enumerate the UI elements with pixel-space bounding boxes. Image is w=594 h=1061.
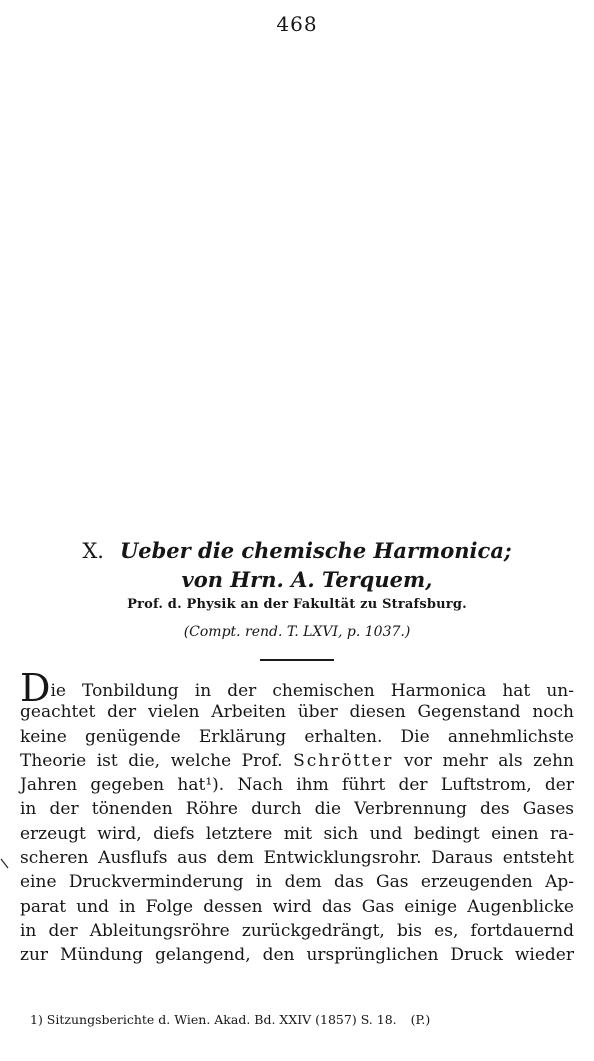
body-line-text: Theorie ist die, welche Prof.: [20, 750, 283, 771]
body-line: [20, 773, 574, 797]
body-line-text: . Nach ihm führt der Luftstrom, der: [218, 775, 574, 796]
body-line: erzeugt wird, diefs letztere mit sich und bedingt einen ra-: [20, 823, 574, 844]
drop-cap: D: [20, 666, 51, 710]
article-title: [0, 538, 594, 563]
body-line-text: Jahren gegeben hat: [20, 775, 206, 796]
section-divider: [260, 659, 334, 661]
article-title-text: Ueber die chemische Harmonica;: [119, 538, 512, 563]
body-line: eine Druckverminderung in dem das Gas erzeugenden Ap-: [20, 872, 574, 893]
author-affiliation: Prof. d. Physik an der Fakultät zu Strafsburg.: [127, 597, 467, 612]
body-line-text: vor mehr als zehn: [403, 750, 574, 771]
page-number: 468: [276, 12, 318, 36]
footnote-reference[interactable]: ¹): [205, 775, 219, 796]
author-line: von Hrn. A. Terquem,: [181, 567, 433, 592]
body-line: in der tönenden Röhre durch die Verbrennung des Gases: [20, 799, 574, 820]
footnote-text: 1) Sitzungsberichte d. Wien. Akad. Bd. XXIV (1857) S. 18.: [30, 1012, 397, 1027]
body-line: geachtet der vielen Arbeiten über diesen Gegenstand noch: [20, 702, 574, 723]
body-line: parat und in Folge dessen wird das Gas einige Augenblicke: [20, 896, 574, 917]
body-line: in der Ableitungsröhre zurückgedrängt, bis es, fortdauernd: [20, 920, 574, 941]
body-line: keine genügende Erklärung erhalten. Die annehmlichste: [20, 726, 574, 747]
body-line: [20, 749, 574, 773]
emphasized-name: Schrötter: [293, 750, 394, 771]
footnote-tag: (P.): [410, 1012, 431, 1027]
article-numeral: X.: [82, 539, 104, 563]
margin-mark-icon: [0, 858, 10, 870]
body-paragraph: [20, 666, 574, 968]
body-line: [20, 666, 574, 710]
body-line-text: ie Tonbildung in der chemischen Harmonica hat un-: [50, 681, 574, 701]
source-citation: (Compt. rend. T. LXVI, p. 1037.): [183, 624, 411, 640]
body-line: zur Mündung gelangend, den ursprünglichen Druck wieder: [20, 945, 574, 966]
footnote: [30, 1012, 430, 1027]
body-line: scheren Ausflufs aus dem Entwicklungsrohr. Daraus entsteht: [20, 848, 574, 869]
